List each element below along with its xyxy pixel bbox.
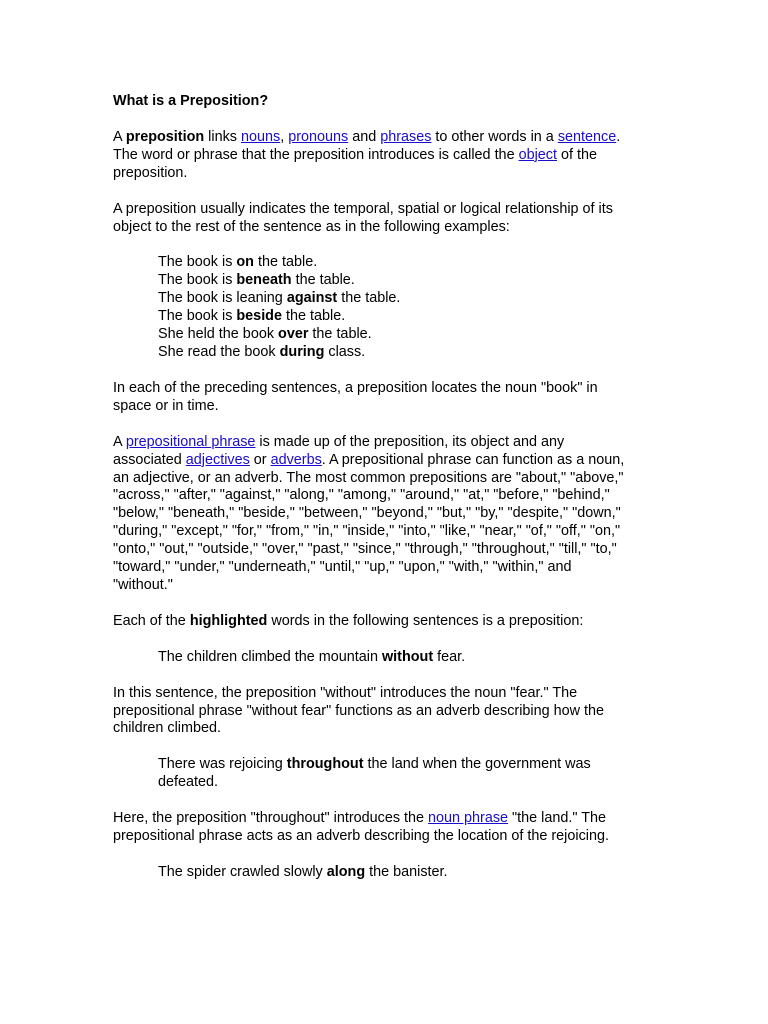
text-line: an adjective, or an adverb. The most common prepositions are "about," "above,": [113, 469, 624, 486]
text-line: "without.": [113, 576, 173, 593]
text-line: "onto," "out," "outside," "over," "past," "since," "through," "throughout," "till," "to,": [113, 541, 617, 558]
text: Here, the preposition "throughout" introduces the: [113, 810, 429, 827]
example-line: [158, 326, 658, 344]
text-line: children climbed.: [113, 720, 221, 737]
intro-paragraph: [113, 129, 658, 183]
text-line: object to the rest of the sentence as in the following examples:: [113, 218, 510, 235]
text: There was rejoicing: [158, 756, 287, 773]
text: words in the following sentences is a preposition:: [267, 612, 584, 629]
document-body: [113, 93, 658, 882]
link-phrases[interactable]: phrases: [380, 128, 432, 145]
example-along: [113, 864, 658, 882]
example-line: [158, 308, 658, 326]
text: .: [616, 128, 621, 145]
text: is made up of the preposition, its object and any: [255, 433, 565, 450]
text-line: "across," "after," "against," "along," "among," "around," "at," "before," "behind,": [113, 487, 610, 504]
text: She held the book: [158, 326, 279, 343]
text: or: [249, 451, 271, 468]
bold-preposition: without: [381, 648, 434, 665]
text: links: [204, 128, 241, 145]
text: "the land." The: [508, 810, 606, 827]
example-line: [158, 344, 658, 362]
text: A: [113, 433, 126, 450]
paragraph-highlighted: [113, 613, 658, 631]
text-line: defeated.: [158, 774, 219, 791]
paragraph-throughout-explanation: [113, 810, 658, 846]
text: the table.: [337, 290, 401, 307]
text: the table.: [253, 254, 318, 271]
text: The book is: [158, 308, 237, 325]
text: The children climbed the mountain: [158, 648, 382, 665]
bold-term: preposition: [125, 128, 205, 145]
text-line: preposition.: [113, 164, 188, 181]
text: of the: [556, 146, 597, 163]
text: the table.: [281, 308, 346, 325]
text: to other words in a: [431, 128, 558, 145]
example-line: [158, 272, 658, 290]
text-line: prepositional phrase "without fear" functions as an adverb describing how the: [113, 702, 604, 719]
text: The book is: [158, 254, 237, 271]
text: the land when the government was: [363, 756, 591, 773]
text: ,: [280, 128, 289, 145]
text: the table.: [308, 326, 372, 343]
paragraph-locates: [113, 380, 658, 416]
link-pronouns[interactable]: pronouns: [288, 128, 349, 145]
link-prepositional-phrase[interactable]: prepositional phrase: [125, 433, 256, 450]
examples-list: [113, 254, 658, 361]
paragraph-without-explanation: [113, 685, 658, 739]
text-line: "below," "beneath," "beside," "between," "beyond," "but," "by," "despite," "down,": [113, 505, 621, 522]
text: associated: [113, 451, 186, 468]
text: . A prepositional phrase can function as a noun,: [321, 451, 625, 468]
text-line: space or in time.: [113, 397, 219, 414]
text-line: "during," "except," "for," "from," "in," "inside," "into," "like," "near," "of," "off," "on,": [113, 523, 621, 540]
link-nouns[interactable]: nouns: [240, 128, 281, 145]
link-object[interactable]: object: [518, 146, 557, 163]
text: The book is leaning: [158, 290, 287, 307]
text-line: "toward," "under," "underneath," "until," "up," "upon," "with," "within," and: [113, 559, 572, 576]
text: A: [113, 128, 126, 145]
text: fear.: [433, 648, 466, 665]
text: the banister.: [365, 864, 448, 880]
bold-preposition: beside: [236, 308, 282, 325]
text: Each of the: [113, 612, 190, 629]
text-line: A preposition usually indicates the temporal, spatial or logical relationship of its: [113, 200, 613, 217]
bold-preposition: during: [279, 343, 325, 360]
text-line: In each of the preceding sentences, a preposition locates the noun "book" in: [113, 379, 598, 396]
example-without: [113, 649, 658, 667]
text: The word or phrase that the preposition introduces is called the: [113, 146, 519, 163]
link-noun-phrase[interactable]: noun phrase: [428, 810, 509, 827]
paragraph-relationship: [113, 201, 658, 237]
text: The book is: [158, 272, 237, 289]
example-throughout: [113, 756, 658, 792]
page-title: What is a Preposition?: [113, 93, 269, 109]
example-line: [158, 254, 658, 272]
link-adjectives[interactable]: adjectives: [185, 451, 250, 468]
text: She read the book: [158, 343, 280, 360]
text: The spider crawled slowly: [158, 864, 327, 880]
link-adverbs[interactable]: adverbs: [270, 451, 322, 468]
bold-preposition: against: [286, 290, 338, 307]
link-sentence[interactable]: sentence: [557, 128, 617, 145]
text: the table.: [291, 272, 355, 289]
bold-preposition: beneath: [236, 272, 292, 289]
example-line: [158, 290, 658, 308]
text-line: prepositional phrase acts as an adverb describing the location of the rejoicing.: [113, 828, 609, 845]
text-line: In this sentence, the preposition "without" introduces the noun "fear." The: [113, 684, 578, 701]
bold-preposition: throughout: [286, 756, 364, 773]
text: class.: [324, 343, 366, 360]
bold-preposition: along: [326, 864, 366, 880]
bold-preposition: on: [236, 254, 254, 271]
bold-preposition: over: [278, 326, 309, 343]
paragraph-prepositional-phrase: [113, 434, 658, 595]
bold-term: highlighted: [189, 612, 268, 629]
text: and: [348, 128, 381, 145]
